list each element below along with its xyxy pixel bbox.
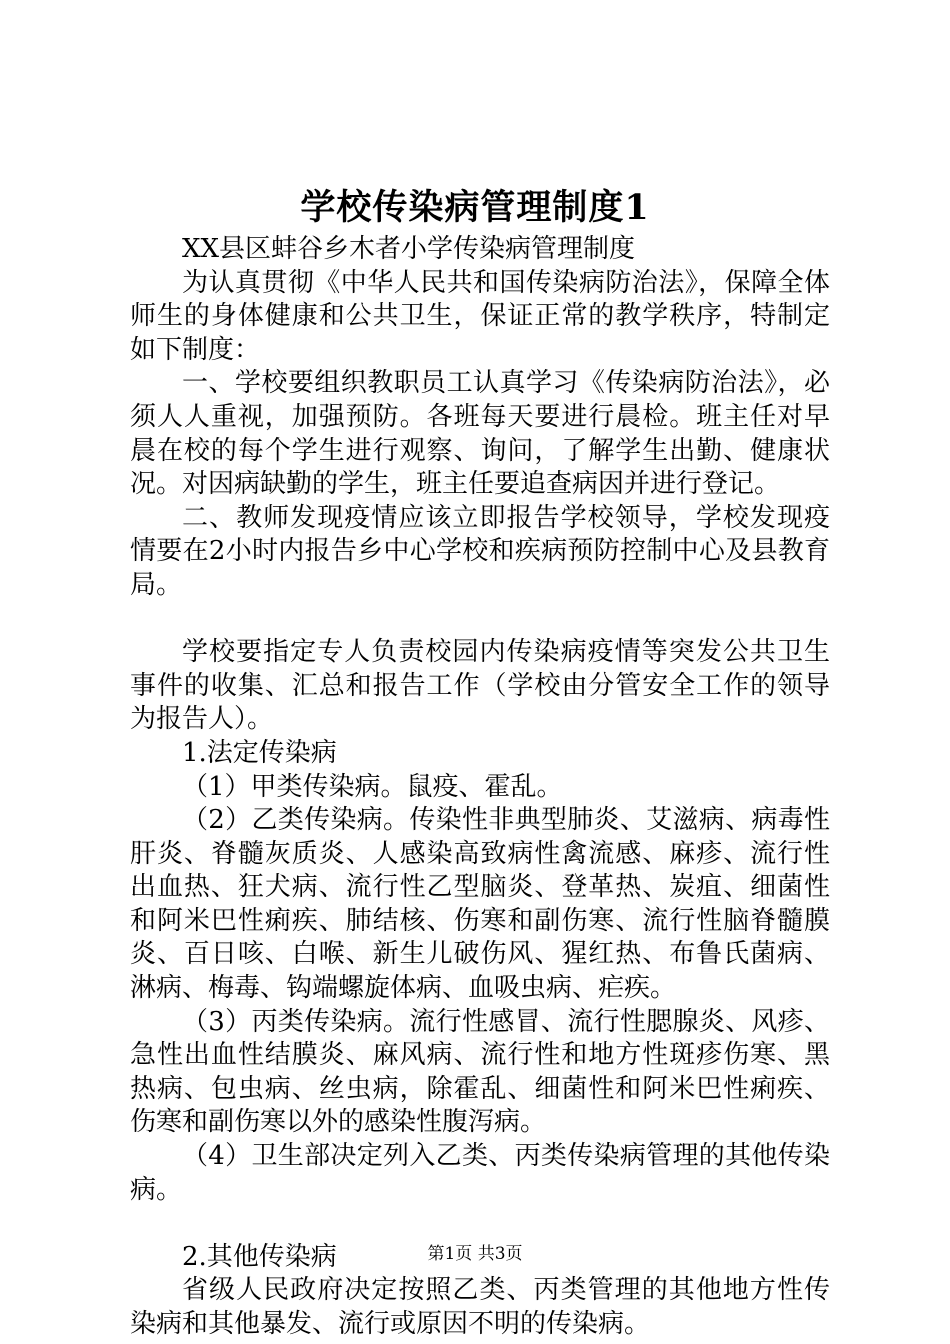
document-title: 学校传染病管理制度1 <box>300 187 650 228</box>
document-body <box>130 233 830 1342</box>
paragraph-spacer <box>130 1207 830 1241</box>
paragraph-spacer <box>130 603 830 637</box>
section-heading-other: 2.其他传染病 <box>182 1241 337 1272</box>
page-footer: 第1页 共3页 <box>427 1244 523 1264</box>
school-policy-heading: XX县区蚌谷乡木者小学传染病管理制度 <box>182 234 636 264</box>
class-c-paragraph: （3）丙类传染病。流行性感冒、流行性腮腺炎、风疹、急性出血性结膜炎、麻风病、流行性和地方性斑疹伤寒、黑热病、包虫病、丝虫病，除霍乱、细菌性和阿米巴性痢疾、伤寒和副伤寒以外的感染性腹泻病。 <box>130 1006 830 1138</box>
section-heading-statutory: 1.法定传染病 <box>182 737 337 768</box>
class-a-paragraph: （1）甲类传染病。鼠疫、霍乱。 <box>182 771 563 802</box>
rule-two-paragraph: 二、教师发现疫情应该立即报告学校领导，学校发现疫情要在2小时内报告乡中心学校和疾病预防控制中心及县教育局。 <box>130 502 830 600</box>
intro-paragraph: 为认真贯彻《中华人民共和国传染病防治法》，保障全体师生的身体健康和公共卫生，保证正常的教学秩序，特制定如下制度： <box>130 267 830 365</box>
class-b-paragraph: （2）乙类传染病。传染性非典型肺炎、艾滋病、病毒性肝炎、脊髓灰质炎、人感染高致病性禽流感、麻疹、流行性出血热、狂犬病、流行性乙型脑炎、登革热、炭疽、细菌性和阿米巴性痢疾、肺结核、伤寒和副伤寒、流行性脑脊髓膜炎、百日咳、白喉、新生儿破伤风、猩红热、布鲁氏菌病、淋病、梅毒、钩端螺旋体病、血吸虫病、疟疾。 <box>130 805 830 1004</box>
other-listed-paragraph: （4）卫生部决定列入乙类、丙类传染病管理的其他传染病。 <box>130 1141 830 1205</box>
other-diseases-paragraph: 省级人民政府决定按照乙类、丙类管理的其他地方性传染病和其他暴发、流行或原因不明的传染病。 <box>130 1275 830 1339</box>
reporting-paragraph: 学校要指定专人负责校园内传染病疫情等突发公共卫生事件的收集、汇总和报告工作（学校由分管安全工作的领导为报告人）。 <box>130 637 830 735</box>
rule-one-paragraph: 一、学校要组织教职员工认真学习《传染病防治法》，必须人人重视，加强预防。各班每天要进行晨检。班主任对早晨在校的每个学生进行观察、询问，了解学生出勤、健康状况。对因病缺勤的学生，班主任要追查病因并进行登记。 <box>130 368 830 500</box>
